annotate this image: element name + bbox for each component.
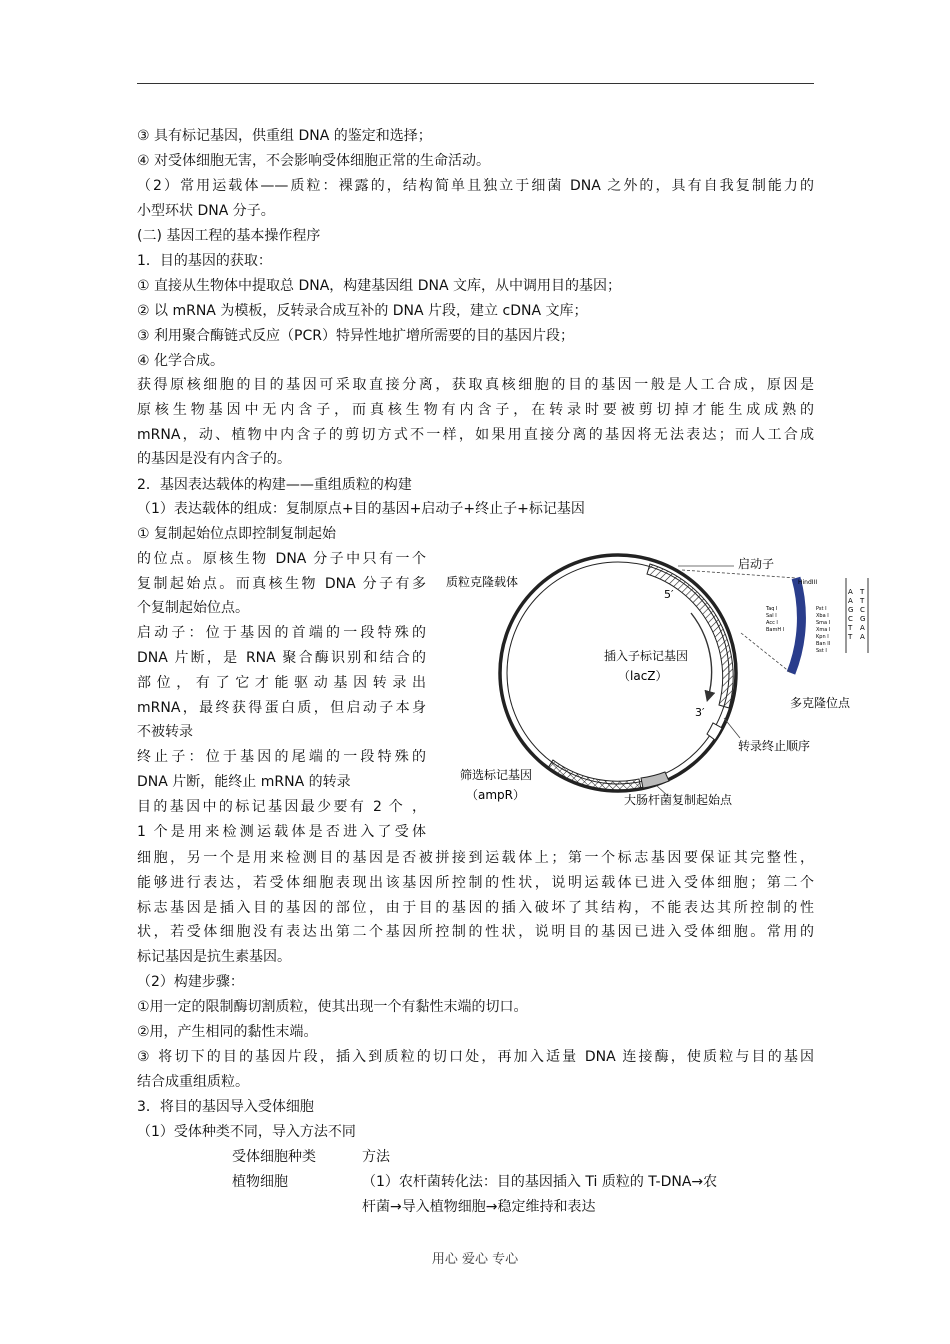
selection-gene: （ampR）: [466, 788, 525, 802]
text-line: ③ 利用聚合酶链式反应（PCR）特异性地扩增所需要的目的基因片段；: [137, 328, 574, 344]
terminator-segment: [707, 723, 722, 740]
insert-label: 插入子标记基因: [604, 649, 689, 663]
five-prime: 5′: [664, 588, 674, 601]
sequence-letter: T: [860, 588, 865, 596]
transcription-arrow: [691, 613, 712, 698]
text-line: 状，若受体细胞没有表达出第二个基因所控制的性状，说明目的基因已进入受体细胞。常用的: [137, 924, 814, 941]
table-header-type: 受体细胞种类: [232, 1149, 316, 1165]
sequence-letter: T: [848, 633, 853, 641]
sequence-letter: A: [848, 588, 853, 596]
table-header-method: 方法: [362, 1149, 390, 1165]
enzyme-label: Acc I: [766, 620, 778, 626]
text-line: 1 个是用来检测运载体是否进入了受体: [137, 823, 426, 840]
paragraph-carrier: [137, 174, 814, 224]
promoter-label: 启动子: [738, 557, 775, 571]
page-footer: 用心 爱心 专心: [431, 1252, 519, 1267]
enzyme-label: Kpn I: [816, 634, 829, 640]
text-line: 部位，有了它才能驱动基因转录出: [137, 674, 426, 691]
sequence-letters: [847, 588, 865, 641]
text-line: （2）构建步骤：: [137, 974, 244, 990]
section-heading: 2．基因表达载体的构建——重组质粒的构建: [137, 477, 412, 493]
mcs-arc: [791, 578, 801, 673]
text-line: 原核生物基因中无内含子，而真核生物有内含子，在转录时要被剪切掉才能生成成熟的: [137, 401, 814, 418]
text-line: ② 以 mRNA 为模板，反转录合成互补的 DNA 片段，建立 cDNA 文库；: [137, 303, 588, 319]
text-line: （1）表达载体的组成：复制原点+目的基因+启动子+终止子+标记基因: [137, 501, 585, 517]
plasmid-vector-diagram: [436, 548, 876, 823]
section-heading: 3．将目的基因导入受体细胞: [137, 1099, 314, 1115]
text-line: 获得原核细胞的目的基因可采取直接分离，获取真核细胞的目的基因一般是人工合成，原因是: [137, 377, 814, 393]
enzyme-label: Sal I: [766, 613, 777, 619]
text-line: ① 复制起始位点即控制复制起始: [137, 526, 337, 542]
ori-segment: [641, 772, 669, 788]
selection-label: 筛选标记基因: [460, 768, 533, 782]
text-line: 启动子：位于基因的首端的一段特殊的: [137, 625, 426, 642]
connector-line: [741, 633, 791, 673]
enzyme-label: Sst I: [816, 648, 827, 654]
three-prime: 3′: [695, 706, 705, 719]
text-line: ①用一定的限制酶切割质粒，使其出现一个有黏性末端的切口。: [137, 999, 528, 1015]
text-line: 细胞，另一个是用来检测目的基因是否被拼接到运载体上；第一个标志基因要保证其完整性，: [137, 850, 814, 866]
enzyme-label: Taq I: [766, 606, 778, 612]
sequence-letter: C: [848, 615, 853, 623]
figure-title: 质粒克隆载体: [446, 575, 519, 589]
text-line: ②用，产生相同的黏性末端。: [137, 1024, 318, 1040]
text-line: 不被转录: [137, 724, 193, 741]
sequence-letter: T: [860, 597, 865, 605]
enzyme-list-left: [765, 606, 784, 633]
connector-line: [682, 570, 796, 578]
text-line: ③ 具有标记基因，供重组 DNA 的鉴定和选择；: [137, 128, 432, 144]
table-cell-type: 植物细胞: [232, 1174, 288, 1190]
sequence-letter: G: [860, 615, 866, 623]
text-line: 小型环状 DNA 分子。: [137, 202, 275, 219]
hind-label: HindIII: [798, 579, 818, 586]
enzyme-label: Sma I: [816, 620, 831, 626]
text-line: ④ 对受体细胞无害，不会影响受体细胞正常的生命活动。: [137, 153, 490, 169]
sequence-letter: C: [860, 606, 865, 614]
text-line: 标志基因是插入目的基因的部位，由于目的基因的插入破坏了其结构，不能表达其所控制的性: [137, 899, 814, 916]
sequence-letter: A: [848, 597, 853, 605]
enzyme-label: Pst I: [816, 606, 827, 612]
section-heading: (二) 基因工程的基本操作程序: [137, 228, 321, 244]
text-line: 终止子：位于基因的尾端的一段特殊的: [137, 749, 426, 766]
enzyme-label: Xma I: [816, 627, 831, 633]
enzyme-label: BamH I: [766, 627, 785, 633]
lacz-segment: [647, 564, 733, 708]
enzyme-label: Ban II: [816, 641, 831, 647]
text-line: mRNA，最终获得蛋白质，但启动子本身: [137, 699, 426, 716]
text-line: 的位点。原核生物 DNA 分子中只有一个: [137, 550, 426, 567]
text-line: 目的基因中的标记基因最少要有 2 个 ，: [137, 798, 426, 815]
text-line: DNA 片断，能终止 mRNA 的转录: [137, 773, 351, 790]
text-line: 1．目的基因的获取：: [137, 253, 272, 269]
text-line: （2）常用运载体——质粒：裸露的，结构简单且独立于细菌 DNA 之外的，具有自我复制能力的: [137, 178, 814, 194]
ampr-segment: [548, 760, 641, 791]
sequence-letter: A: [860, 624, 865, 632]
leader-line: [724, 718, 740, 738]
text-line: 的基因是没有内含子的。: [137, 451, 291, 468]
text-line: mRNA，动、植物中内含子的剪切方式不一样，如果用直接分离的基因将无法表达；而人工合成: [137, 426, 814, 443]
text-line: 结合成重组质粒。: [137, 1073, 249, 1090]
sequence-letter: T: [848, 624, 853, 632]
enzyme-list-right: [816, 606, 830, 654]
text-line: 复制起始点。而真核生物 DNA 分子有多: [137, 575, 426, 592]
paragraph-intron: [137, 373, 814, 472]
text-line: ④ 化学合成。: [137, 353, 225, 369]
text-line: ③ 将切下的目的基因片段，插入到质粒的切口处，再加入适量 DNA 连接酶，使质粒与目的基因: [137, 1049, 814, 1065]
paragraph-narrow: [137, 522, 426, 844]
ori-label: 大肠杆菌复制起始点: [624, 793, 733, 807]
text-line: 个复制起始位点。: [137, 600, 249, 617]
header-rule: [137, 83, 814, 84]
text-line: DNA 片断，是 RNA 聚合酶识别和结合的: [137, 649, 426, 666]
mcs-label: 多克隆位点: [790, 696, 851, 710]
text-line: 标记基因是抗生素基因。: [137, 949, 291, 966]
sequence-letter: G: [848, 606, 854, 614]
paragraph-markers: [137, 846, 814, 970]
terminator-label: 转录终止顺序: [738, 739, 811, 753]
paragraph-step3: [137, 1045, 814, 1095]
insert-gene: （lacZ）: [618, 669, 668, 683]
table-cell-method: 杆菌→导入植物细胞→稳定维持和表达: [362, 1199, 596, 1215]
text-line: （1）受体种类不同，导入方法不同: [137, 1124, 356, 1140]
table-cell-method: （1）农杆菌转化法：目的基因插入 Ti 质粒的 T-DNA→农: [362, 1174, 718, 1190]
sequence-letter: A: [860, 633, 865, 641]
enzyme-label: Xba I: [816, 613, 829, 619]
text-line: 能够进行表达，若受体细胞表现出该基因所控制的性状，说明运载体已进入受体细胞；第二个: [137, 874, 814, 891]
text-line: ① 直接从生物体中提取总 DNA，构建基因组 DNA 文库，从中调用目的基因；: [137, 278, 622, 294]
